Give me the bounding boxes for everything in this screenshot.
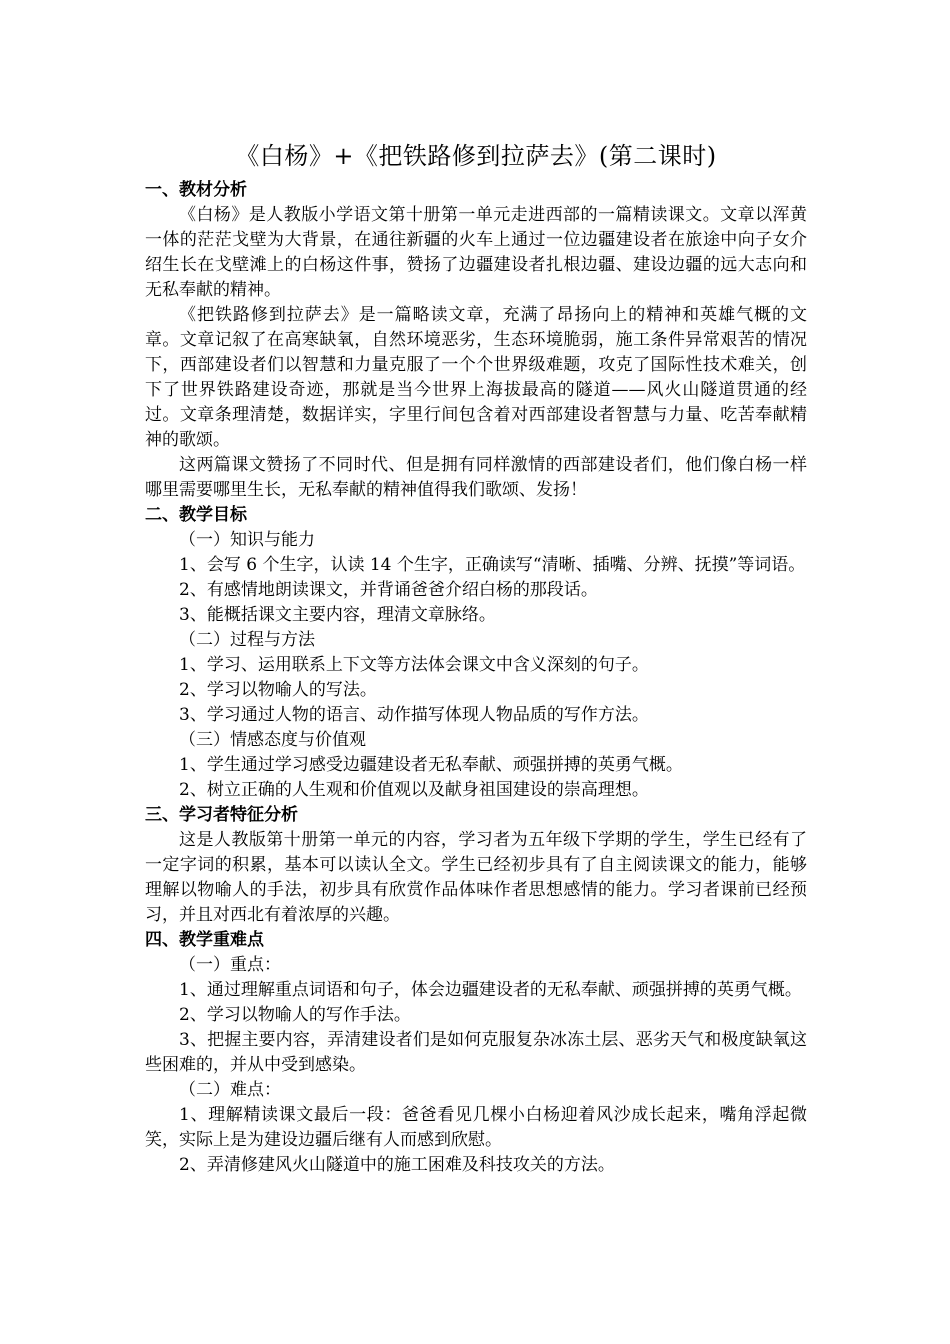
paragraph: 2、有感情地朗读课文，并背诵爸爸介绍白杨的那段话。 bbox=[179, 580, 598, 600]
paragraph: 《白杨》是人教版小学语文第十册第一单元走进西部的一篇精读课文。文章以浑黄一体的茫茫戈壁为大背景，在通往新疆的火车上通过一位边疆建设者在旅途中向子女介绍生长在戈壁滩上的白杨这件事，赞扬了边疆建设者扎根边疆、建设边疆的远大志向和无私奉献的精神。 bbox=[145, 205, 807, 300]
subsection-heading: （一）重点： bbox=[179, 955, 281, 975]
paragraph: 1、通过理解重点词语和句子，体会边疆建设者的无私奉献、顽强拼搏的英勇气概。 bbox=[179, 980, 802, 1000]
paragraph: 2、弄清修建风火山隧道中的施工困难及科技攻关的方法。 bbox=[179, 1155, 615, 1175]
paragraph: 2、学习以物喻人的写作手法。 bbox=[179, 1005, 411, 1025]
subsection-heading: （二）难点： bbox=[179, 1080, 281, 1100]
section-3 bbox=[145, 803, 807, 928]
paragraph: 这是人教版第十册第一单元的内容，学习者为五年级下学期的学生，学生已经有了一定字词的积累，基本可以读认全文。学生已经初步具有了自主阅读课文的能力，能够理解以物喻人的手法，初步具有欣赏作品体味作者思想感情的能力。学习者课前已经预习，并且对西北有着浓厚的兴趣。 bbox=[145, 830, 807, 925]
section-4 bbox=[145, 928, 807, 1178]
document-title: 《白杨》+《把铁路修到拉萨去》(第二课时) bbox=[235, 142, 717, 170]
document-page bbox=[145, 138, 807, 1178]
subsection-heading: （一）知识与能力 bbox=[179, 530, 315, 550]
section-2 bbox=[145, 503, 807, 803]
paragraph: 2、学习以物喻人的写法。 bbox=[179, 680, 377, 700]
section-1 bbox=[145, 178, 807, 503]
section-heading: 二、教学目标 bbox=[145, 505, 247, 525]
paragraph: 3、能概括课文主要内容，理清文章脉络。 bbox=[179, 605, 496, 625]
paragraph: 1、学生通过学习感受边疆建设者无私奉献、顽强拼搏的英勇气概。 bbox=[179, 755, 683, 775]
paragraph: 2、树立正确的人生观和价值观以及献身祖国建设的崇高理想。 bbox=[179, 780, 649, 800]
paragraph: 1、理解精读课文最后一段：爸爸看见几棵小白杨迎着风沙成长起来，嘴角浮起微笑，实际上是为建设边疆后继有人而感到欣慰。 bbox=[145, 1105, 807, 1150]
section-heading: 三、学习者特征分析 bbox=[145, 805, 298, 825]
paragraph: 3、学习通过人物的语言、动作描写体现人物品质的写作方法。 bbox=[179, 705, 649, 725]
document-body bbox=[145, 178, 807, 1178]
subsection-heading: （二）过程与方法 bbox=[179, 630, 315, 650]
paragraph: 1、学习、运用联系上下文等方法体会课文中含义深刻的句子。 bbox=[179, 655, 649, 675]
paragraph: 3、把握主要内容，弄清建设者们是如何克服复杂冰冻土层、恶劣天气和极度缺氧这些困难的，并从中受到感染。 bbox=[145, 1030, 807, 1075]
paragraph: 1、会写 6 个生字，认读 14 个生字，正确读写“清晰、插嘴、分辨、抚摸”等词语。 bbox=[179, 555, 806, 575]
paragraph: 《把铁路修到拉萨去》是一篇略读文章，充满了昂扬向上的精神和英雄气概的文章。文章记叙了在高寒缺氧，自然环境恶劣，生态环境脆弱，施工条件异常艰苦的情况下，西部建设者们以智慧和力量克服了一个个世界级难题，攻克了国际性技术难关，创下了世界铁路建设奇迹，那就是当今世界上海拔最高的隧道——风火山隧道贯通的经过。文章条理清楚，数据详实，字里行间包含着对西部建设者智慧与力量、吃苦奉献精神的歌颂。 bbox=[145, 305, 807, 450]
section-heading: 一、教材分析 bbox=[145, 180, 247, 200]
paragraph: 这两篇课文赞扬了不同时代、但是拥有同样激情的西部建设者们，他们像白杨一样哪里需要哪里生长，无私奉献的精神值得我们歌颂、发扬！ bbox=[145, 455, 807, 500]
subsection-heading: （三）情感态度与价值观 bbox=[179, 730, 366, 750]
section-heading: 四、教学重难点 bbox=[145, 930, 264, 950]
